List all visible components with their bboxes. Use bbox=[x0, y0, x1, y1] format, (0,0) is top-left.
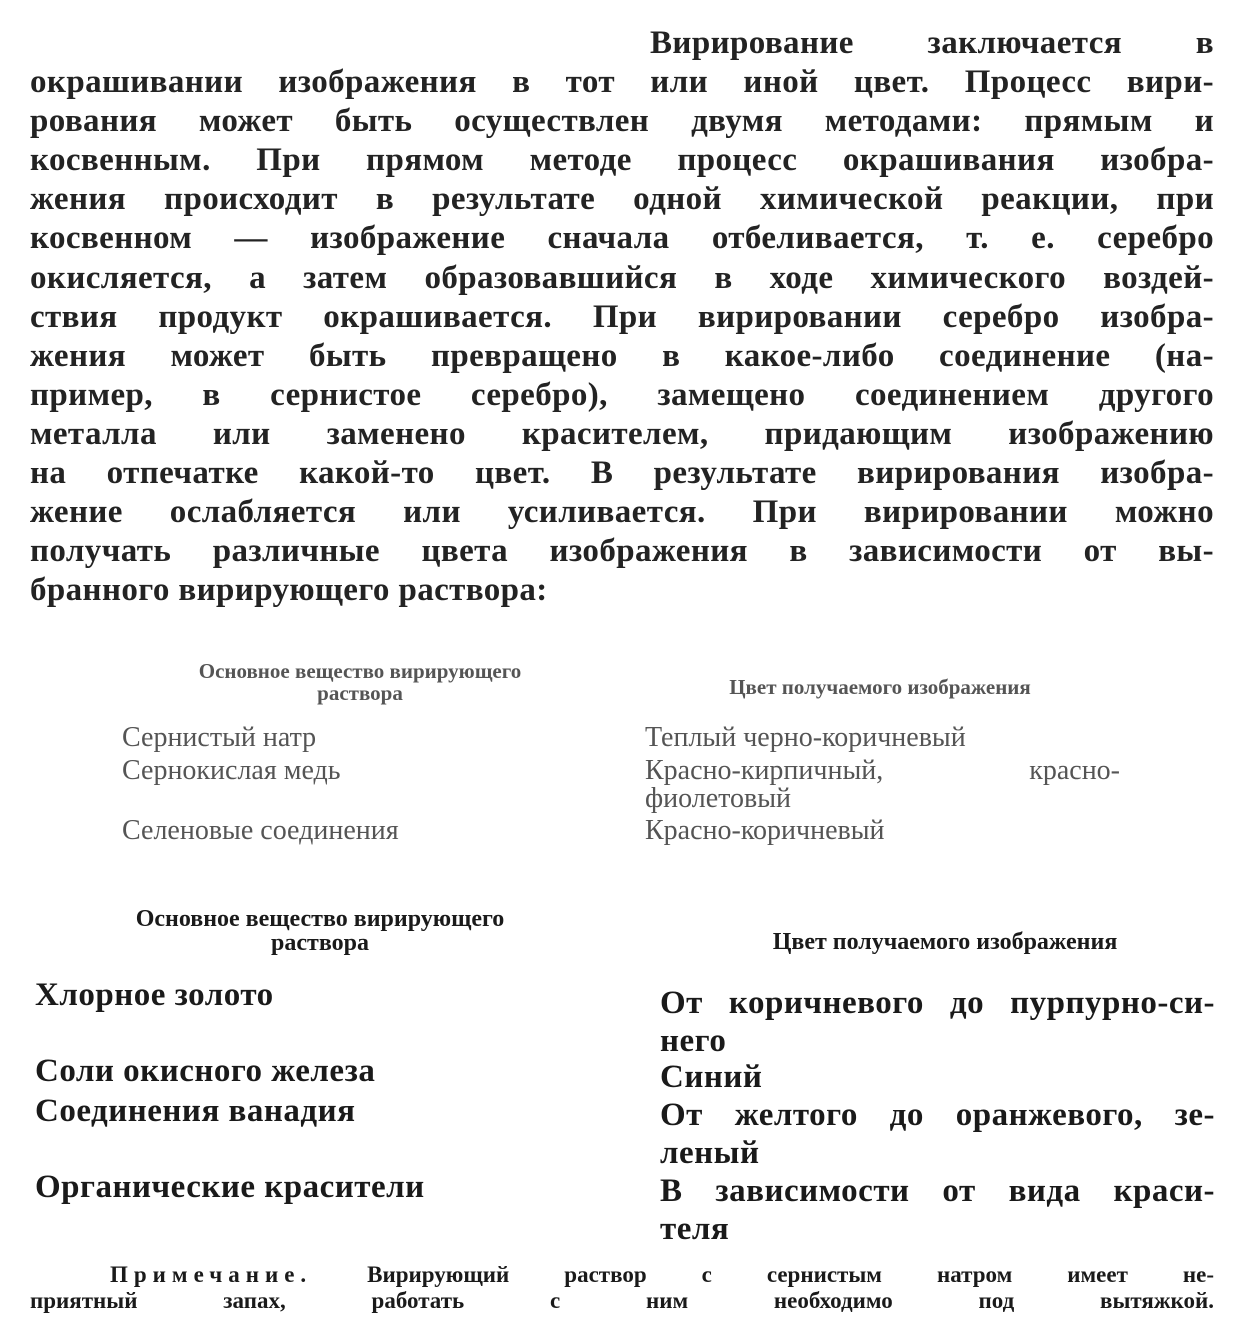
header-color: Цвет получаемого изображения bbox=[772, 929, 1118, 955]
table-cell-substance: Сернистый натр bbox=[122, 722, 317, 753]
paragraph-line: жение ослабляется или усиливается. При вирировании можно bbox=[30, 494, 1214, 531]
table-cell-color-cont: него bbox=[660, 1023, 727, 1059]
header-substance bbox=[60, 907, 580, 955]
table-cell-color: Красно-кирпичный, красно- bbox=[645, 755, 1120, 786]
table-cell-color-cont: теля bbox=[660, 1211, 730, 1247]
table-cell-substance: Сернокислая медь bbox=[122, 755, 341, 786]
paragraph-line: на отпечатке какой-то цвет. В результате вирирования изобра- bbox=[30, 455, 1214, 492]
paragraph-line: окрашивании изображения в тот или иной цвет. Процесс вири- bbox=[30, 64, 1214, 101]
table-cell-substance: Органические красители bbox=[35, 1169, 425, 1205]
table-cell-color: Теплый черно-коричневый bbox=[645, 722, 966, 753]
table-cell-substance: Соли окисного железа bbox=[35, 1053, 376, 1089]
paragraph-line: косвенном — изображение сначала отбеливается, т. е. серебро bbox=[30, 220, 1214, 257]
header-line: раствора bbox=[271, 930, 369, 956]
paragraph-line: пример, в сернистое серебро), замещено соединением другого bbox=[30, 376, 1214, 413]
paragraph-line: окисляется, а затем образовавшийся в ходе химического воздей- bbox=[30, 259, 1214, 296]
paragraph-line: Вирирование заключается в bbox=[650, 25, 1214, 61]
table-cell-color: Синий bbox=[660, 1059, 763, 1095]
paragraph-line: жения может быть превращено в какое-либо соединение (на- bbox=[30, 337, 1214, 374]
table-cell-color: От желтого до оранжевого, зе- bbox=[660, 1097, 1215, 1133]
footnote bbox=[30, 1262, 1214, 1314]
table-cell-substance: Селеновые соединения bbox=[122, 815, 399, 846]
table-cell-substance: Соединения ванадия bbox=[35, 1093, 356, 1129]
header-color: Цвет получаемого изображения bbox=[729, 675, 1031, 699]
footnote-text: Вирирующий раствор с сернистым натром имеет не- bbox=[367, 1262, 1214, 1287]
table-cell-color: Красно-коричневый bbox=[645, 815, 885, 846]
table-cell-color: В зависимости от вида краси- bbox=[660, 1173, 1215, 1209]
header-line: Основное вещество вирирующего bbox=[198, 659, 522, 683]
paragraph-line: косвенным. При прямом методе процесс окрашивания изобра- bbox=[30, 142, 1214, 179]
table-cell-color-cont: леный bbox=[660, 1135, 760, 1171]
footnote-label: Примечание. bbox=[110, 1262, 313, 1287]
paragraph-line: ствия продукт окрашивается. При вирировании серебро изобра- bbox=[30, 298, 1214, 335]
table-cell-color-cont: фиолетовый bbox=[645, 783, 792, 814]
header-substance bbox=[130, 660, 590, 704]
header-line: раствора bbox=[317, 681, 403, 705]
paragraph-line: бранного вирирующего раствора: bbox=[30, 572, 548, 609]
body-paragraph bbox=[30, 24, 1214, 610]
table-cell-color: От коричневого до пурпурно-си- bbox=[660, 985, 1215, 1021]
paragraph-line: металла или заменено красителем, придающим изображению bbox=[30, 415, 1214, 452]
footnote-line: приятный запах, работать с ним необходимо под вытяжкой. bbox=[30, 1288, 1214, 1313]
footnote-line bbox=[30, 1262, 1214, 1288]
paragraph-line: получать различные цвета изображения в зависимости от вы- bbox=[30, 533, 1214, 570]
table-cell-substance: Хлорное золото bbox=[35, 977, 274, 1013]
paragraph-line: жения происходит в результате одной химической реакции, при bbox=[30, 181, 1214, 218]
header-line: Основное вещество вирирующего bbox=[135, 906, 505, 932]
paragraph-line: рования может быть осуществлен двумя методами: прямым и bbox=[30, 103, 1214, 140]
